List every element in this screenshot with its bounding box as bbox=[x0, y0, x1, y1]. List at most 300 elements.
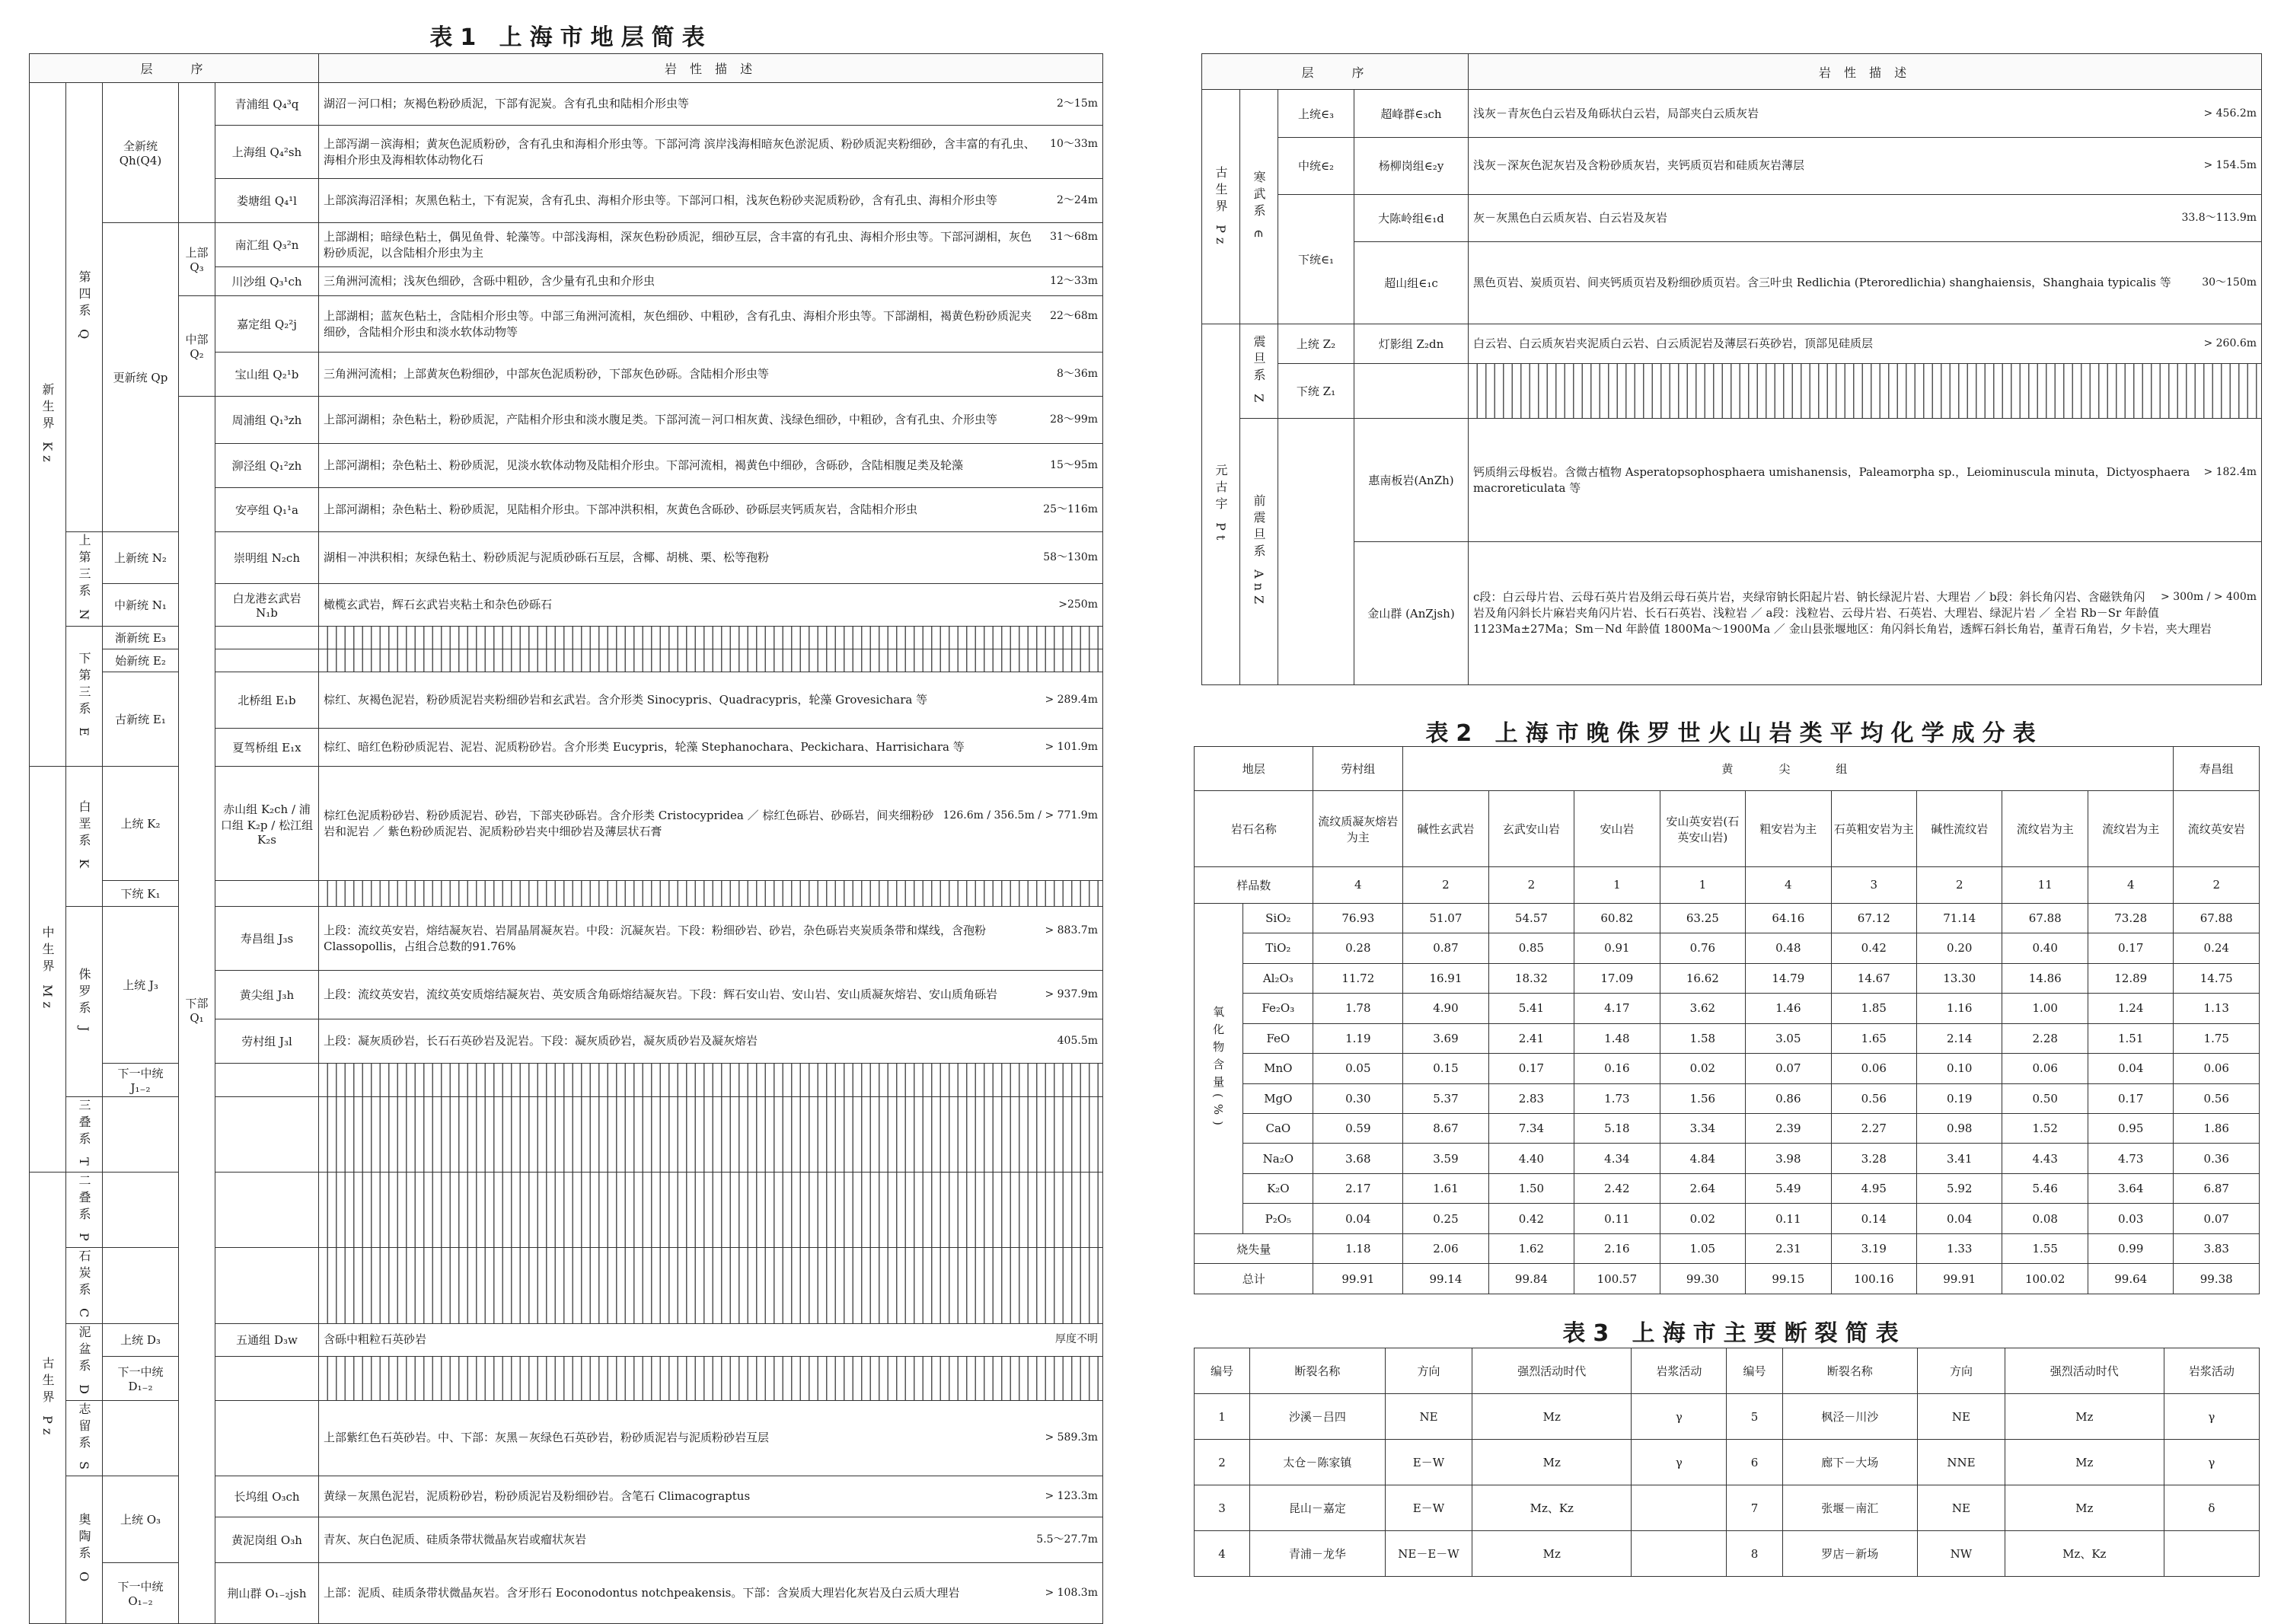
table2-title: 表2 上海市晚侏罗世火山岩类平均化学成分表 bbox=[1425, 720, 2043, 747]
strat-sys: 侏罗系 J bbox=[66, 907, 103, 1097]
table1 bbox=[29, 53, 1102, 1609]
description-text: 含砾中粗粒石英砂岩 bbox=[324, 1332, 427, 1347]
strat-description bbox=[1469, 324, 2262, 363]
oxide-value: 3.68 bbox=[1313, 1144, 1403, 1173]
strat-unit: 黄泥岗组 O₃h bbox=[215, 1517, 319, 1563]
description-text: 上部河湖相；杂色粘土，粉砂质泥，产陆相介形虫和淡水腹足类。下部河流－河口相灰黄、浅绿色细砂，中粗砂，含有孔虫、介形虫等 bbox=[324, 413, 998, 426]
fault-cell: γ bbox=[1632, 1440, 1727, 1485]
thickness-value: > 300m / > 400m bbox=[2161, 591, 2257, 604]
oxide-value: 2.83 bbox=[1488, 1083, 1574, 1113]
thickness-value: 8～36m bbox=[1057, 368, 1098, 380]
oxide-value: 0.95 bbox=[2088, 1113, 2174, 1143]
strat-description bbox=[1469, 418, 2262, 541]
strat-series: 更新统 Qp bbox=[103, 223, 179, 532]
fault-cell: NE bbox=[1385, 1394, 1472, 1440]
table1-continued bbox=[1201, 53, 2261, 685]
strat-row bbox=[30, 397, 1103, 444]
oxide-row bbox=[1195, 1083, 2260, 1113]
strat-unit: 超山组∈₁c bbox=[1354, 242, 1469, 324]
description-text: 浅灰－深灰色泥灰岩及含粉砂质灰岩，夹钙质页岩和硅质灰岩薄层 bbox=[1473, 158, 1805, 173]
table1-title: 表1 上海市地层简表 bbox=[429, 24, 713, 51]
oxide-name: K₂O bbox=[1243, 1173, 1313, 1203]
oxide-value: 0.02 bbox=[1660, 1204, 1745, 1233]
oxide-value: 1.73 bbox=[1574, 1083, 1660, 1113]
oxide-name: Al₂O₃ bbox=[1243, 963, 1313, 993]
oxide-value: 16.91 bbox=[1403, 963, 1488, 993]
fault-row bbox=[1195, 1485, 2260, 1531]
strat-description bbox=[319, 584, 1103, 627]
fault-cell: E－W bbox=[1385, 1485, 1472, 1531]
description-text: 湖相－冲洪积相；灰绿色粘土、粉砂质泥与泥质砂砾石互层，含椰、胡桃、栗、松等孢粉 bbox=[324, 550, 770, 565]
strat-sub: 上部 Q₃ bbox=[179, 223, 215, 296]
oxide-value: 1.65 bbox=[1831, 1023, 1916, 1053]
fault-cell: NE bbox=[1918, 1394, 2005, 1440]
strat-row bbox=[1202, 324, 2262, 363]
strat-description bbox=[319, 223, 1103, 267]
oxide-value: 0.87 bbox=[1403, 933, 1488, 963]
strat-era: 古生界 Pz bbox=[30, 1172, 66, 1623]
fault-cell: γ bbox=[1632, 1394, 1727, 1440]
thickness-value: > 101.9m bbox=[1045, 741, 1098, 754]
rock-name: 碱性玄武岩 bbox=[1403, 791, 1488, 867]
thickness-value: 2～15m bbox=[1057, 97, 1098, 110]
strat-unit bbox=[1354, 363, 1469, 418]
header-description: 岩 性 描 述 bbox=[319, 54, 1103, 83]
strat-description bbox=[319, 488, 1103, 532]
strat-description bbox=[1469, 242, 2262, 324]
strat-unit: 泖泾组 Q₁²zh bbox=[215, 444, 319, 488]
oxide-value: 0.06 bbox=[1831, 1054, 1916, 1083]
oxide-value: 6.87 bbox=[2174, 1173, 2260, 1203]
oxide-row bbox=[1195, 1173, 2260, 1203]
fault-cell: Mz bbox=[1472, 1440, 1632, 1485]
thickness-value: 30～150m bbox=[2202, 276, 2257, 289]
group-shouchang: 寿昌组 bbox=[2174, 747, 2260, 791]
fault-cell: 2 bbox=[1195, 1440, 1250, 1485]
oxide-row bbox=[1195, 963, 2260, 993]
strat-series bbox=[103, 1400, 179, 1476]
oxide-value: 2.39 bbox=[1746, 1113, 1831, 1143]
fault-cell: 5 bbox=[1727, 1394, 1782, 1440]
oxide-value: 3.41 bbox=[1917, 1144, 2002, 1173]
strat-sub: 中部 Q₂ bbox=[179, 296, 215, 397]
strat-unit: 荆山群 O₁₋₂jsh bbox=[215, 1563, 319, 1624]
oxide-value: 2.28 bbox=[2002, 1023, 2088, 1053]
fault-cell: 8 bbox=[1727, 1531, 1782, 1577]
sample-label: 样品数 bbox=[1195, 866, 1313, 903]
strat-unit bbox=[215, 1356, 319, 1400]
oxide-value: 99.14 bbox=[1403, 1264, 1488, 1294]
oxide-value: 2.14 bbox=[1917, 1023, 2002, 1053]
strat-unit: 寿昌组 J₃s bbox=[215, 907, 319, 971]
strat-description bbox=[319, 267, 1103, 296]
strat-unit bbox=[215, 1097, 319, 1173]
strat-series bbox=[103, 1172, 179, 1247]
oxide-name: 总计 bbox=[1195, 1264, 1313, 1294]
oxide-value: 99.64 bbox=[2088, 1264, 2174, 1294]
oxide-value: 0.56 bbox=[2174, 1083, 2260, 1113]
strat-sys: 石炭系 C bbox=[66, 1247, 103, 1323]
strat-unit bbox=[215, 1064, 319, 1097]
strat-sys: 第四系 Q bbox=[66, 83, 103, 532]
fault-header: 强烈活动时代 bbox=[1472, 1348, 1632, 1394]
oxide-value: 0.16 bbox=[1574, 1054, 1660, 1083]
thickness-value: > 108.3m bbox=[1045, 1587, 1098, 1600]
strat-description bbox=[1469, 137, 2262, 194]
sample-count: 3 bbox=[1831, 866, 1916, 903]
description-text: 青灰、灰白色泥质、硅质条带状微晶灰岩或瘤状灰岩 bbox=[324, 1533, 587, 1547]
strat-description bbox=[319, 627, 1103, 649]
description-text: 上段：流纹英安岩，熔结凝灰岩、岩屑晶屑凝灰岩。中段：沉凝灰岩。下段：粉细砂岩、砂岩，杂色砾岩夹炭质条带和煤线，含孢粉 Classopollis，占组合总数的91.76% bbox=[324, 923, 987, 953]
oxide-value: 0.10 bbox=[1917, 1054, 2002, 1083]
strat-series: 上新统 N₂ bbox=[103, 532, 179, 584]
oxide-value: 7.34 bbox=[1488, 1113, 1574, 1143]
strat-description bbox=[319, 907, 1103, 971]
thickness-value: 405.5m bbox=[1057, 1035, 1098, 1048]
oxide-value: 0.17 bbox=[2088, 1083, 2174, 1113]
strat-sys: 奥陶系 O bbox=[66, 1476, 103, 1624]
oxide-value: 14.86 bbox=[2002, 963, 2088, 993]
strat-series: 中新统 N₁ bbox=[103, 584, 179, 627]
description-text: 上段：流纹英安岩，流纹英安质熔结凝灰岩、英安质含角砾熔结凝灰岩。下段：辉石安山岩、安山岩、安山质凝灰熔岩、安山质角砾岩 bbox=[324, 987, 998, 1002]
oxide-value: 0.14 bbox=[1831, 1204, 1916, 1233]
oxide-value: 14.75 bbox=[2174, 963, 2260, 993]
oxide-value: 2.17 bbox=[1313, 1173, 1403, 1203]
rock-name: 流纹英安岩 bbox=[2174, 791, 2260, 867]
strat-description bbox=[319, 126, 1103, 179]
oxide-row bbox=[1195, 994, 2260, 1023]
oxide-value: 99.30 bbox=[1660, 1264, 1745, 1294]
description-text: 上部泻湖－滨海相；黄灰色泥质粉砂，含有孔虫和海相介形虫等。下部河湾 滨岸浅海相暗灰色淤泥质、粉砂质泥夹粉细砂，含丰富的有孔虫、海相介形虫及海相软体动物化石 bbox=[324, 136, 1035, 167]
oxide-value: 0.08 bbox=[2002, 1204, 2088, 1233]
oxide-name: Fe₂O₃ bbox=[1243, 994, 1313, 1023]
oxide-value: 1.19 bbox=[1313, 1023, 1403, 1053]
strat-row bbox=[30, 223, 1103, 267]
strat-series bbox=[1278, 418, 1354, 684]
fault-header: 方向 bbox=[1918, 1348, 2005, 1394]
oxide-row bbox=[1195, 1233, 2260, 1263]
strat-series: 始新统 E₂ bbox=[103, 649, 179, 672]
strat-unit: 黄尖组 J₃h bbox=[215, 971, 319, 1019]
oxide-value: 3.69 bbox=[1403, 1023, 1488, 1053]
description-text: 黄绿－灰黑色泥岩，泥质粉砂岩，粉砂质泥岩及粉细砂岩。含笔石 Climacograptus bbox=[324, 1489, 751, 1504]
fault-cell: 1 bbox=[1195, 1394, 1250, 1440]
oxide-value: 3.05 bbox=[1746, 1023, 1831, 1053]
oxide-row bbox=[1195, 1113, 2260, 1143]
strat-series: 上统 J₃ bbox=[103, 907, 179, 1064]
oxide-value: 1.52 bbox=[2002, 1113, 2088, 1143]
oxide-value: 2.16 bbox=[1574, 1233, 1660, 1263]
oxide-value: 4.34 bbox=[1574, 1144, 1660, 1173]
fault-row bbox=[1195, 1440, 2260, 1485]
oxide-value: 1.85 bbox=[1831, 994, 1916, 1023]
rock-name: 流纹岩为主 bbox=[2002, 791, 2088, 867]
oxide-value: 4.95 bbox=[1831, 1173, 1916, 1203]
strat-row bbox=[1202, 194, 2262, 241]
fault-header: 岩浆活动 bbox=[2164, 1348, 2259, 1394]
oxide-value: 51.07 bbox=[1403, 903, 1488, 933]
oxide-value: 0.11 bbox=[1574, 1204, 1660, 1233]
fault-cell: 6 bbox=[1727, 1440, 1782, 1485]
strat-series: 下一中统 J₁₋₂ bbox=[103, 1064, 179, 1097]
fault-cell bbox=[1632, 1531, 1727, 1577]
strat-row bbox=[1202, 137, 2262, 194]
oxide-value: 73.28 bbox=[2088, 903, 2174, 933]
strat-unit: 惠南板岩(AnZh) bbox=[1354, 418, 1469, 541]
description-text: c段：白云母片岩、云母石英片岩及绢云母石英片岩，夹绿帘钠长阳起片岩、钠长绿泥片岩、大理岩 ／ b段：斜长角闪岩、含磁铁角闪岩及角闪斜长片麻岩夹角闪片岩、长石石英岩、浅粒岩 ／ a段：浅粒岩、云母片岩、石英岩、大理岩、绿泥片岩 ／ 全岩 Rb－Sr 年龄值 1123Ma±27Ma；Sm－Nd 年龄值 1800Ma～1900Ma ／ 金山县张堰地区：角闪斜长角岩，透辉石斜长角岩，堇青石角岩，夕卡岩，夹大理岩 bbox=[1473, 590, 2212, 637]
strat-series: 下一中统 O₁₋₂ bbox=[103, 1563, 179, 1624]
strat-description bbox=[1469, 542, 2262, 685]
strat-unit: 白龙港玄武岩 N₁b bbox=[215, 584, 319, 627]
oxide-row bbox=[1195, 933, 2260, 963]
table2 bbox=[1194, 746, 2260, 1294]
oxide-value: 5.92 bbox=[1917, 1173, 2002, 1203]
description-text: 上部：泥质、硅质条带状微晶灰岩。含牙形石 Eoconodontus notchpeakensis。下部：含炭质大理岩化灰岩及白云质大理岩 bbox=[324, 1586, 960, 1600]
oxide-row bbox=[1195, 903, 2260, 933]
fault-cell: Mz bbox=[2005, 1440, 2164, 1485]
oxide-value: 1.78 bbox=[1313, 994, 1403, 1023]
oxide-value: 16.62 bbox=[1660, 963, 1745, 993]
strat-sys: 白垩系 K bbox=[66, 767, 103, 907]
oxide-value: 60.82 bbox=[1574, 903, 1660, 933]
oxide-value: 18.32 bbox=[1488, 963, 1574, 993]
oxide-value: 0.85 bbox=[1488, 933, 1574, 963]
strat-series: 上统 K₂ bbox=[103, 767, 179, 881]
fault-cell: 张堰－南汇 bbox=[1782, 1485, 1917, 1531]
oxide-value: 0.17 bbox=[2088, 933, 2174, 963]
fault-cell: NE bbox=[1918, 1485, 2005, 1531]
strat-description bbox=[319, 353, 1103, 397]
oxide-value: 71.14 bbox=[1917, 903, 2002, 933]
table3 bbox=[1194, 1348, 2260, 1576]
strat-unit: 灯影组 Z₂dn bbox=[1354, 324, 1469, 363]
rock-name: 碱性流纹岩 bbox=[1917, 791, 2002, 867]
fault-cell: γ bbox=[2164, 1394, 2259, 1440]
strat-description bbox=[319, 971, 1103, 1019]
oxide-value: 3.62 bbox=[1660, 994, 1745, 1023]
thickness-value: 12～33m bbox=[1050, 275, 1098, 287]
strat-sub bbox=[179, 83, 215, 223]
description-text: 三角洲河流相；上部黄灰色粉细砂，中部灰色泥质粉砂，下部灰色砂砾。含陆相介形虫等 bbox=[324, 367, 770, 381]
oxide-value: 0.59 bbox=[1313, 1113, 1403, 1143]
description-text: 橄榄玄武岩，辉石玄武岩夹粘土和杂色砂砾石 bbox=[324, 598, 553, 612]
oxide-value: 0.28 bbox=[1313, 933, 1403, 963]
strat-description bbox=[319, 1476, 1103, 1517]
thickness-value: > 937.9m bbox=[1045, 988, 1098, 1001]
strat-unit: 安亭组 Q₁¹a bbox=[215, 488, 319, 532]
strat-unit bbox=[215, 1400, 319, 1476]
sample-count: 2 bbox=[1917, 866, 2002, 903]
fault-cell: NE－E－W bbox=[1385, 1531, 1472, 1577]
strat-description bbox=[319, 1064, 1103, 1097]
oxide-value: 3.98 bbox=[1746, 1144, 1831, 1173]
strat-description bbox=[1469, 90, 2262, 137]
fault-cell: Mz bbox=[2005, 1394, 2164, 1440]
fault-header: 岩浆活动 bbox=[1632, 1348, 1727, 1394]
sample-count: 1 bbox=[1660, 866, 1745, 903]
thickness-value: 2～24m bbox=[1057, 194, 1098, 206]
oxide-value: 3.83 bbox=[2174, 1233, 2260, 1263]
oxide-value: 0.24 bbox=[2174, 933, 2260, 963]
fault-cell: 3 bbox=[1195, 1485, 1250, 1531]
oxide-value: 0.40 bbox=[2002, 933, 2088, 963]
description-text: 上部紫红色石英砂岩。中、下部：灰黑－灰绿色石英砂岩，粉砂质泥岩与泥质粉砂岩互层 bbox=[324, 1431, 770, 1445]
strat-description bbox=[319, 397, 1103, 444]
oxide-value: 14.79 bbox=[1746, 963, 1831, 993]
group-huangjian: 黄 尖 组 bbox=[1403, 747, 2174, 791]
oxide-value: 54.57 bbox=[1488, 903, 1574, 933]
strat-unit: 宝山组 Q₂¹b bbox=[215, 353, 319, 397]
strat-unit: 赤山组 K₂ch / 浦口组 K₂p / 松江组 K₂s bbox=[215, 767, 319, 881]
thickness-value: 厚度不明 bbox=[1055, 1333, 1098, 1346]
group-laocun: 劳村组 bbox=[1313, 747, 1403, 791]
oxide-value: 1.05 bbox=[1660, 1233, 1745, 1263]
strat-description bbox=[1469, 363, 2262, 418]
strat-series: 下统 Z₁ bbox=[1278, 363, 1354, 418]
sample-count: 2 bbox=[2174, 866, 2260, 903]
fault-cell: E－W bbox=[1385, 1440, 1472, 1485]
strat-series: 下统 K₁ bbox=[103, 881, 179, 907]
oxide-value: 0.36 bbox=[2174, 1144, 2260, 1173]
oxide-value: 8.67 bbox=[1403, 1113, 1488, 1143]
description-text: 上部湖相；暗绿色粘土，偶见鱼骨、轮藻等。中部浅海相，深灰色粉砂质泥，细砂互层，含丰富的有孔虫、海相介形虫等。下部河湖相，灰色粉砂质泥，以含陆相介形虫为主 bbox=[324, 229, 1032, 260]
fault-cell: Mz bbox=[1472, 1394, 1632, 1440]
oxide-value: 1.86 bbox=[2174, 1113, 2260, 1143]
fault-header: 编号 bbox=[1727, 1348, 1782, 1394]
thickness-value: 10～33m bbox=[1050, 137, 1098, 150]
strat-series: 上统 Z₂ bbox=[1278, 324, 1354, 363]
fault-cell: 4 bbox=[1195, 1531, 1250, 1577]
fault-header: 断裂名称 bbox=[1250, 1348, 1385, 1394]
oxide-value: 100.16 bbox=[1831, 1264, 1916, 1294]
fault-cell: Mz bbox=[1472, 1531, 1632, 1577]
description-text: 浅灰－青灰色白云岩及角砾状白云岩，局部夹白云质灰岩 bbox=[1473, 106, 1759, 120]
oxide-value: 4.73 bbox=[2088, 1144, 2174, 1173]
strat-description bbox=[319, 672, 1103, 729]
oxide-value: 3.19 bbox=[1831, 1233, 1916, 1263]
strat-row bbox=[30, 83, 1103, 126]
oxide-value: 17.09 bbox=[1574, 963, 1660, 993]
oxide-value: 0.76 bbox=[1660, 933, 1745, 963]
rock-name: 安山英安岩(石英安山岩) bbox=[1660, 791, 1745, 867]
strat-row bbox=[1202, 242, 2262, 324]
oxide-value: 1.51 bbox=[2088, 1023, 2174, 1053]
thickness-value: > 182.4m bbox=[2203, 465, 2257, 478]
fault-cell: Mz、Kz bbox=[1472, 1485, 1632, 1531]
oxide-value: 1.24 bbox=[2088, 994, 2174, 1023]
oxide-value: 0.91 bbox=[1574, 933, 1660, 963]
strat-series: 下一中统 D₁₋₂ bbox=[103, 1356, 179, 1400]
fault-cell: 罗店－新场 bbox=[1782, 1531, 1917, 1577]
oxide-row bbox=[1195, 1144, 2260, 1173]
strat-description bbox=[319, 1247, 1103, 1323]
oxide-value: 5.46 bbox=[2002, 1173, 2088, 1203]
strat-description bbox=[319, 1517, 1103, 1563]
header-description: 岩 性 描 述 bbox=[1469, 54, 2262, 90]
oxide-value: 64.16 bbox=[1746, 903, 1831, 933]
oxide-value: 13.30 bbox=[1917, 963, 2002, 993]
thickness-value: > 883.7m bbox=[1045, 924, 1098, 936]
oxide-value: 99.91 bbox=[1917, 1264, 2002, 1294]
strat-row bbox=[30, 296, 1103, 353]
oxide-value: 0.15 bbox=[1403, 1054, 1488, 1083]
fault-cell: 沙溪－吕四 bbox=[1250, 1394, 1385, 1440]
strat-era: 古生界 Pz bbox=[1202, 90, 1240, 324]
rock-name: 流纹岩为主 bbox=[2088, 791, 2174, 867]
oxide-value: 4.43 bbox=[2002, 1144, 2088, 1173]
oxide-value: 1.18 bbox=[1313, 1233, 1403, 1263]
strat-unit bbox=[215, 627, 319, 649]
thickness-value: 15～95m bbox=[1050, 459, 1098, 471]
oxide-value: 2.41 bbox=[1488, 1023, 1574, 1053]
oxide-value: 0.06 bbox=[2174, 1054, 2260, 1083]
strat-description bbox=[319, 532, 1103, 584]
strat-unit: 杨柳岗组∈₂y bbox=[1354, 137, 1469, 194]
oxide-value: 0.20 bbox=[1917, 933, 2002, 963]
rock-name: 安山岩 bbox=[1574, 791, 1660, 867]
description-text: 湖沼－河口相；灰褐色粉砂质泥，下部有泥炭。含有孔虫和陆相介形虫等 bbox=[324, 97, 690, 110]
strat-description bbox=[1469, 194, 2262, 241]
strat-unit: 南汇组 Q₃²n bbox=[215, 223, 319, 267]
oxide-value: 3.59 bbox=[1403, 1144, 1488, 1173]
strat-description bbox=[319, 881, 1103, 907]
oxide-value: 1.58 bbox=[1660, 1023, 1745, 1053]
header-sequence: 层 序 bbox=[1202, 54, 1469, 90]
fault-cell: δ bbox=[2164, 1485, 2259, 1531]
strat-description bbox=[319, 649, 1103, 672]
fault-cell: 太仓－陈家镇 bbox=[1250, 1440, 1385, 1485]
oxide-value: 4.40 bbox=[1488, 1144, 1574, 1173]
fault-cell: Mz、Kz bbox=[2005, 1531, 2164, 1577]
oxide-value: 2.42 bbox=[1574, 1173, 1660, 1203]
strat-series: 中统∈₂ bbox=[1278, 137, 1354, 194]
oxide-value: 67.88 bbox=[2002, 903, 2088, 933]
oxide-value: 1.55 bbox=[2002, 1233, 2088, 1263]
strat-description bbox=[319, 1097, 1103, 1173]
oxide-value: 2.31 bbox=[1746, 1233, 1831, 1263]
oxide-value: 0.04 bbox=[1313, 1204, 1403, 1233]
description-text: 上部河湖相；杂色粘土、粉砂质泥，见淡水软体动物及陆相介形虫。下部河流相，褐黄色中细砂，含砾砂，含陆相腹足类及轮藻 bbox=[324, 458, 964, 472]
oxide-value: 100.02 bbox=[2002, 1264, 2088, 1294]
oxide-name: Na₂O bbox=[1243, 1144, 1313, 1173]
description-text: 上部河湖相；杂色粘土、粉砂质泥，见陆相介形虫。下部冲洪积相，灰黄色含砾砂、砂砾层夹钙质灰岩，含陆相介形虫 bbox=[324, 503, 918, 516]
oxide-value: 3.34 bbox=[1660, 1113, 1745, 1143]
rock-name: 玄武安山岩 bbox=[1488, 791, 1574, 867]
strat-description bbox=[319, 1400, 1103, 1476]
strat-description bbox=[319, 1172, 1103, 1247]
oxide-value: 0.25 bbox=[1403, 1204, 1488, 1233]
strat-series: 全新统 Qh(Q4) bbox=[103, 83, 179, 223]
oxide-value: 0.07 bbox=[1746, 1054, 1831, 1083]
description-text: 上段：凝灰质砂岩，长石石英砂岩及泥岩。下段：凝灰质砂岩，凝灰质砂岩及凝灰熔岩 bbox=[324, 1034, 758, 1048]
fault-cell: NW bbox=[1918, 1531, 2005, 1577]
strat-sys: 震旦系 Z bbox=[1240, 324, 1278, 418]
oxide-value: 5.41 bbox=[1488, 994, 1574, 1023]
thickness-value: 28～99m bbox=[1050, 413, 1098, 426]
description-text: 钙质绢云母板岩。含微古植物 Asperatopsophosphaera umishanensis，Paleamorpha sp.，Leiominuscula minuta，Dictyosphaera macroreticulata 等 bbox=[1473, 464, 2190, 495]
oxide-row bbox=[1195, 1264, 2260, 1294]
oxide-name: FeO bbox=[1243, 1023, 1313, 1053]
oxide-value: 1.00 bbox=[2002, 994, 2088, 1023]
rock-name: 石英粗安岩为主 bbox=[1831, 791, 1916, 867]
strat-series: 渐新统 E₃ bbox=[103, 627, 179, 649]
fault-header: 断裂名称 bbox=[1782, 1348, 1917, 1394]
oxide-value: 1.33 bbox=[1917, 1233, 2002, 1263]
strat-description bbox=[319, 83, 1103, 126]
oxide-value: 0.11 bbox=[1746, 1204, 1831, 1233]
description-text: 黑色页岩、炭质页岩、间夹钙质页岩及粉细砂质页岩。含三叶虫 Redlichia (Pteroredlichia) shanghaiensis，Shanghaia typicalis 等 bbox=[1473, 276, 2171, 290]
oxide-value: 1.50 bbox=[1488, 1173, 1574, 1203]
